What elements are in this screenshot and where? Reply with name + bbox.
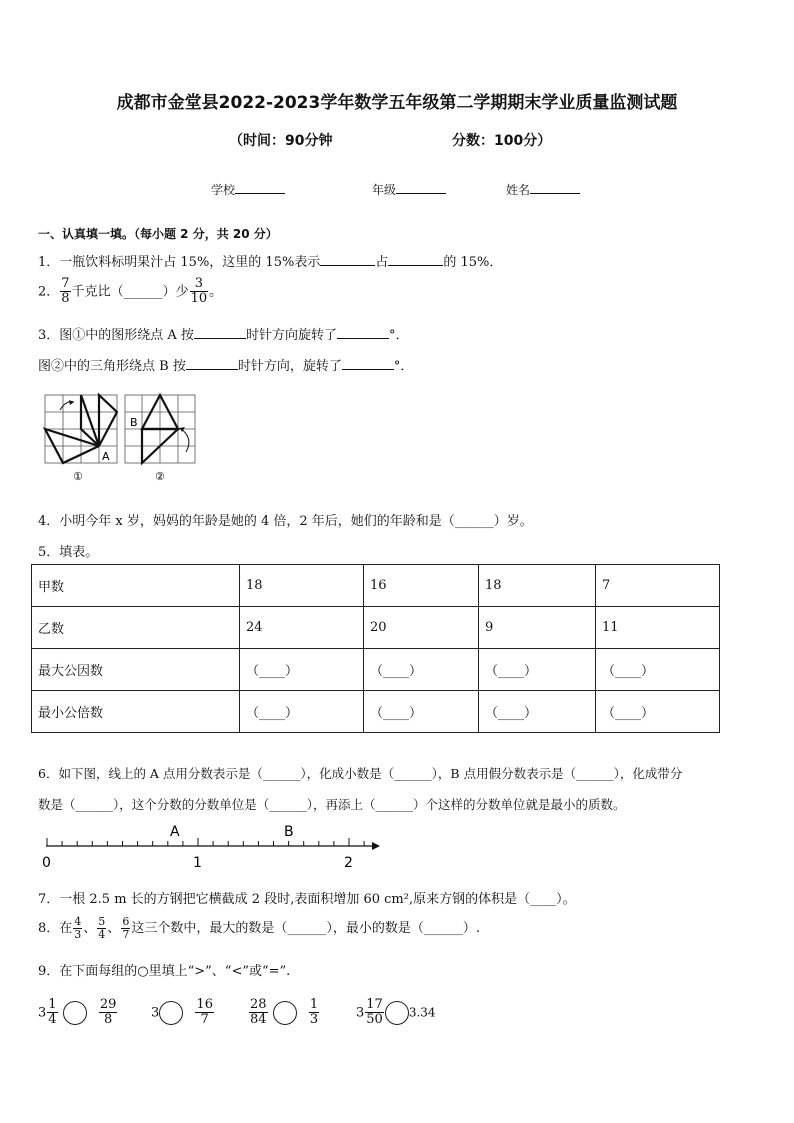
question-7: 7．一根 2.5 m 长的方钢把它横截成 2 段时,表面积增加 60 cm²,原来方钢的体积是（____）。 [38,892,576,907]
compare-group-3: $\frac{28}{84}$ $\frac{1}{3}$ [250,997,319,1028]
fraction: $\frac{6}{7}$ [122,915,130,942]
section-heading: 一、认真填一填。（每小题 2 分，共 20 分） [38,227,278,241]
school-field[interactable] [211,181,285,198]
compare-group-4: 3 $\frac{17}{50}$ 3.34 [356,997,436,1028]
fill-table [31,564,720,733]
question-1: 1．一瓶饮料标明果汁占 15%，这里的 15%表示 占 的 15%． [38,255,503,270]
name-field[interactable] [506,181,580,198]
blank[interactable] [342,357,394,370]
tick-label-1: 1 [193,855,202,871]
question-6-line-1: 6．如下图，线上的 A 点用分数表示是（______），化成小数是（______），B 点用假分数表示是（______），化成带分 [38,766,683,781]
point-b-label: B [130,416,138,429]
rotation-figures [40,390,200,486]
page-title: 成都市金堂县2022-2023学年数学五年级第二学期期末学业质量监测试题 [116,93,678,113]
blank[interactable] [337,326,389,339]
question-8: 8．在 $\frac{4}{3}$ 、 $\frac{5}{4}$ 、 $\frac{6}{7}$ 这三个数中，最大的数是（______），最小的数是（______）. [38,915,480,942]
table-row: 甲数 18 16 18 7 [32,565,720,607]
question-2: 2． $\frac{7}{8}$ 千克比（______）少 $\frac{3}{10}$ 。 [38,276,223,307]
figure-2-label: ② [155,470,165,483]
fraction: $\frac{4}{3}$ [74,915,82,942]
time-label: （时间：90分钟 [229,133,333,149]
question-6-line-2: 数是（______），这个分数的分数单位是（______），再添上（______）个这样的分数单位就是最小的质数。 [38,797,626,812]
compare-circle[interactable] [159,1001,183,1025]
question-3b: 图②中的三角形绕点 B 按 时针方向，旋转了 °． [38,359,414,374]
point-b-label: B [284,824,294,840]
blank[interactable] [186,357,238,370]
score-label: 分数：100分） [452,133,552,149]
rotate-arrow-icon [180,428,189,452]
question-5: 5．填表。 [38,545,99,560]
fraction: $\frac{3}{10}$ [190,276,208,307]
tick-label-2: 2 [344,855,353,871]
point-a-label: A [170,824,180,840]
question-3a: 3．图①中的图形绕点 A 按 时针方向旋转了 °． [38,328,409,343]
name-label: 姓名 [506,183,531,197]
number-line [36,822,386,872]
grade-field[interactable] [372,181,446,198]
grade-label: 年级 [372,183,397,197]
school-label: 学校 [211,183,236,197]
blank[interactable] [320,253,375,266]
compare-group-1: 3 $\frac{1}{4}$ $\frac{29}{8}$ [38,997,117,1028]
compare-group-2: 3 $\frac{16}{7}$ [151,997,213,1028]
question-9: 9．在下面每组的○里填上“>”、“<”或“=”. [38,964,291,979]
arrow-right-icon [372,842,380,850]
table-row: 最大公因数 （____） （____） （____） （____） [32,649,720,691]
fraction: $\frac{5}{4}$ [98,915,106,942]
blank[interactable] [194,326,246,339]
compare-circle[interactable] [63,1001,87,1025]
compare-circle[interactable] [273,1001,297,1025]
fraction: $\frac{7}{8}$ [61,276,70,307]
figure-1-label: ① [73,470,83,483]
question-4: 4．小明今年 x 岁，妈妈的年龄是她的 4 倍，2 年后，她们的年龄和是（______）岁。 [38,514,533,529]
table-row: 乙数 24 20 9 11 [32,607,720,649]
tick-label-0: 0 [42,855,51,871]
point-a-label: A [102,450,110,463]
compare-circle[interactable] [385,1001,409,1025]
table-row: 最小公倍数 （____） （____） （____） （____） [32,691,720,733]
blank[interactable] [388,253,443,266]
